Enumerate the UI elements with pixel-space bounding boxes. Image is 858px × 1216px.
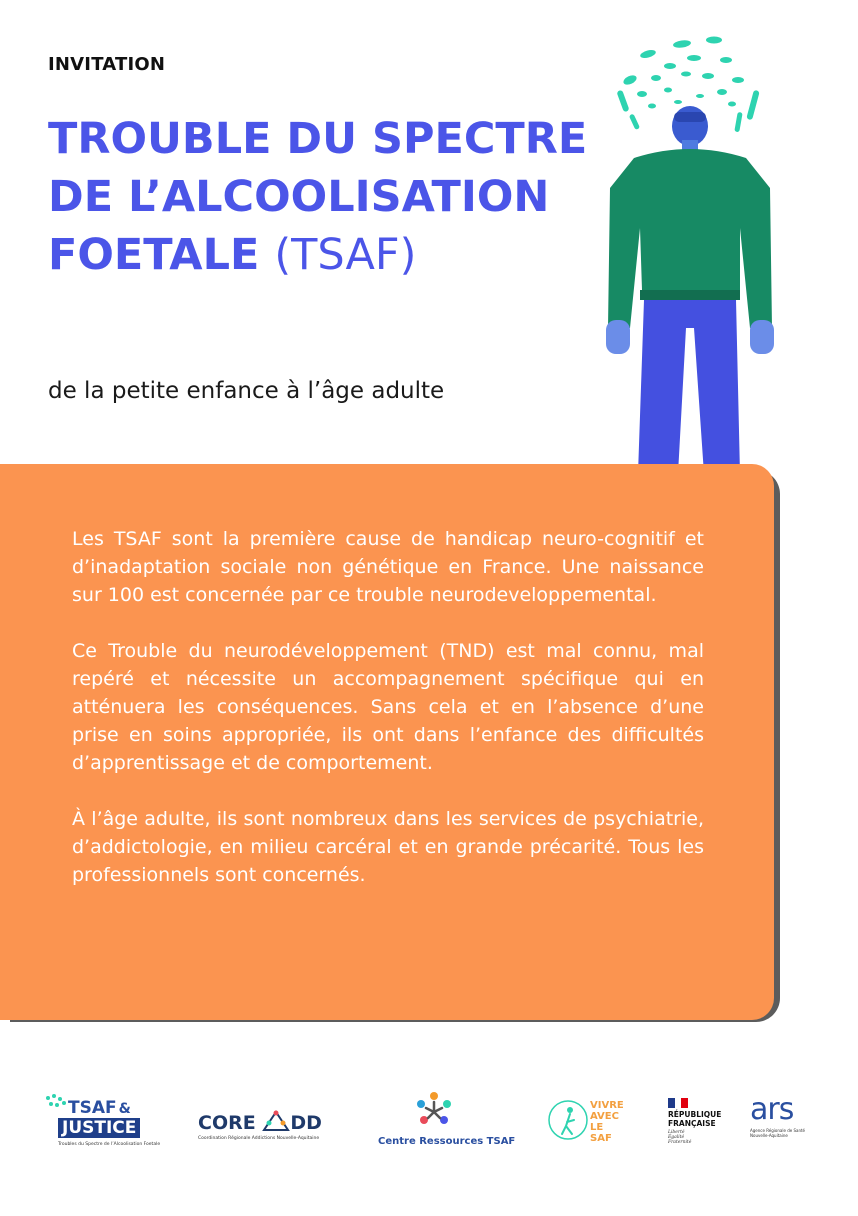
tsaf-justice-line2: JUSTICE [58, 1118, 140, 1138]
tsaf-justice-caption: Troubles du Spectre de l’Alcoolisation Foetale [58, 1142, 161, 1147]
logo-republique-francaise [668, 1088, 734, 1148]
page-title [48, 110, 608, 284]
logo-coreadd [198, 1088, 332, 1148]
paragraph-3: À l’âge adulte, ils sont nombreux dans les services de psychiatrie, d’addictologie, en milieu carcéral et en grande précarité. Tous les professionnels sont concernés. [72, 808, 704, 886]
logo-ars [748, 1088, 818, 1148]
partner-logos [40, 1088, 820, 1158]
paragraph-1: Les TSAF sont la première cause de handicap neuro-cognitif et d’inadaptation sociale non génétique en France. Une naissance sur 100 est concernée par ce trouble neurodeveloppemental. [72, 528, 704, 606]
coreadd-wordmark: CORE DD [198, 1112, 322, 1134]
invitation-label: INVITATION [48, 54, 166, 75]
title-acronym: (TSAF) [274, 230, 417, 280]
tsaf-justice-line1: TSAF & [68, 1098, 131, 1118]
vivre-text: VIVRE AVEC LE SAF [590, 1100, 624, 1144]
marianne-flag-icon [668, 1098, 688, 1108]
ars-caption: Agence Régionale de Santé Nouvelle-Aquitaine [750, 1128, 806, 1138]
page-subtitle: de la petite enfance à l’âge adulte [48, 378, 445, 404]
tsaf-justice-mark-icon [44, 1094, 70, 1114]
people-circle-icon [414, 1090, 454, 1130]
logo-tsaf-justice [44, 1088, 160, 1152]
centre-ressources-label: Centre Ressources TSAF [378, 1136, 516, 1147]
child-circle-icon [546, 1098, 590, 1142]
logo-centre-ressources [374, 1088, 516, 1152]
republique-text: RÉPUBLIQUE FRANÇAISE [668, 1110, 722, 1128]
ars-mark: ars [750, 1092, 794, 1127]
title-main: TROUBLE DU SPECTRE DE L’ALCOOLISATION FOETALE [48, 114, 588, 280]
person-illustration [590, 28, 790, 508]
republique-motto: Liberté Égalité Fraternité [668, 1130, 692, 1145]
coreadd-caption: Coordination Régionale Addictions Nouvelle-Aquitaine [198, 1136, 320, 1141]
logo-vivre-avec-le-saf [546, 1088, 626, 1148]
triangle-people-icon [262, 1110, 290, 1132]
paragraph-2: Ce Trouble du neurodéveloppement (TND) est mal connu, mal repéré et nécessite un accompagnement spécifique qui en atténuera les conséquences. Sans cela et en l’absence d’une prise en soins appropriée, ils ont dans l’enfance des difficultés d’apprentissage et de comportement. [72, 640, 704, 774]
body-text [72, 525, 704, 917]
